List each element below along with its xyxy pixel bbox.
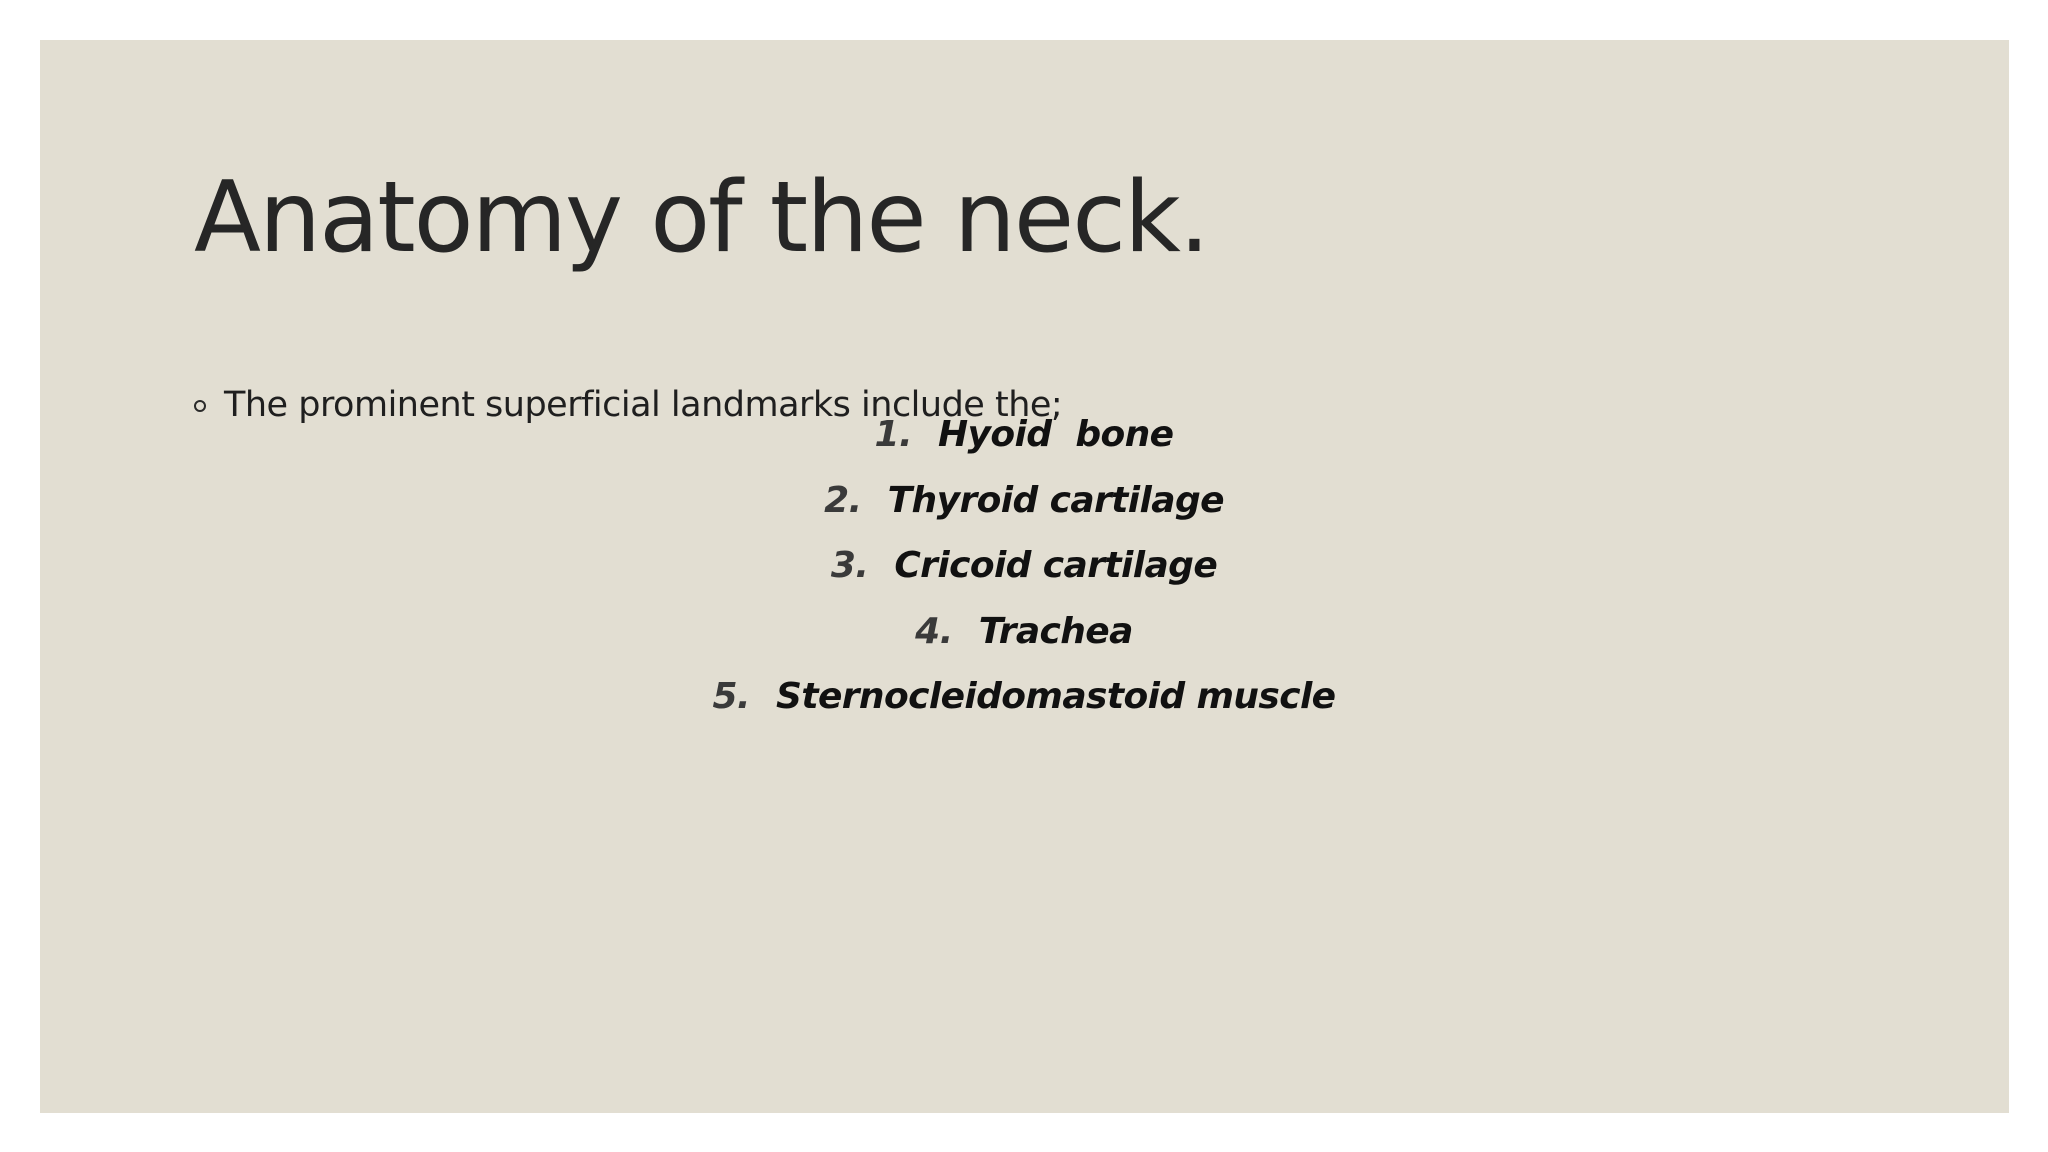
landmarks-list: [0, 414, 2048, 742]
bullet-text: The prominent superficial landmarks include the;: [224, 385, 1063, 425]
list-item-sternocleidomastoid-muscle: [0, 676, 2048, 742]
list-number: 5.: [712, 676, 751, 717]
list-number: 3.: [830, 545, 869, 586]
hollow-circle-bullet-icon: [194, 400, 206, 412]
list-item-trachea: [0, 611, 2048, 677]
list-number: 4.: [915, 610, 953, 652]
list-item-hyoid-bone: [0, 414, 2048, 480]
list-item-text: Sternocleidomastoid muscle: [776, 676, 1336, 717]
list-item-text: Thyroid cartilage: [887, 479, 1224, 521]
list-item-text: Hyoid bone: [938, 414, 1174, 455]
list-number: 2.: [824, 479, 862, 521]
list-number: 1.: [874, 414, 913, 455]
list-item-thyroid-cartilage: [0, 480, 2048, 546]
list-item-text: Cricoid cartilage: [894, 545, 1218, 586]
list-item-cricoid-cartilage: [0, 545, 2048, 611]
slide-title: Anatomy of the neck.: [194, 161, 1208, 275]
list-item-text: Trachea: [978, 610, 1133, 652]
